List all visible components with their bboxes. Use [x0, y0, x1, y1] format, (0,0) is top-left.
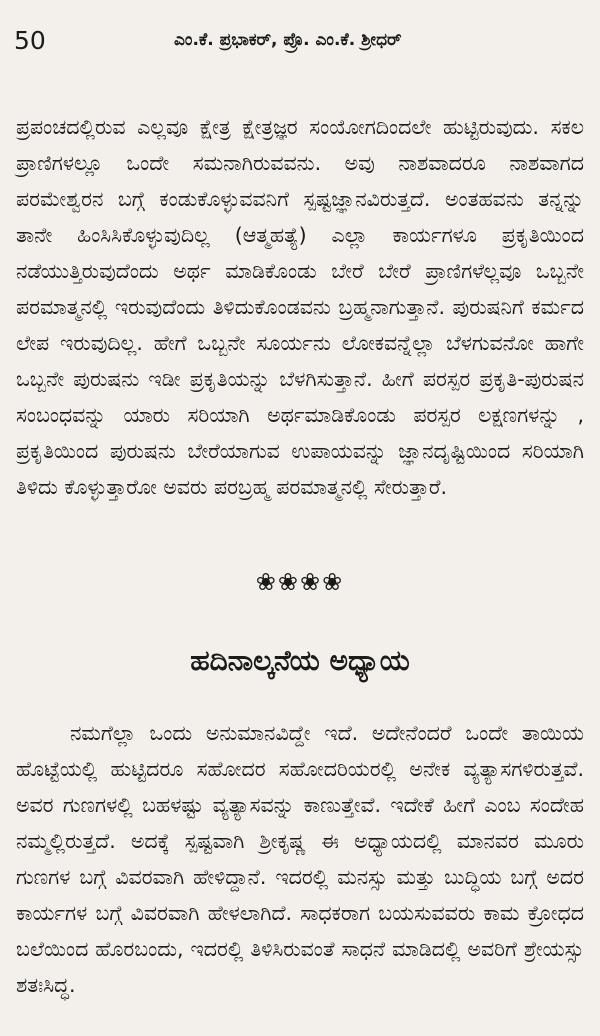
- chapter-title: ಹದಿನಾಲ್ಕನೆಯ ಅಧ್ಯಾಯ: [190, 644, 410, 677]
- body-paragraph: ನಮಗೆಲ್ಲಾ ಒಂದು ಅನುಮಾನವಿದ್ದೇ ಇದೆ. ಅದೇನೆಂದರೆ ಒಂದೇ ತಾಯಿಯ ಹೊಟ್ಟೆಯಲ್ಲಿ ಹುಟ್ಟಿದರೂ ಸಹೋದರ ಸಹೋದರಿಯರಲ್ಲಿ ಅನೇಕ ವ್ಯತ್ಯಾಸಗಳಿರುತ್ತವೆ. ಅವರ ಗುಣಗಳಲ್ಲಿ ಬಹಳಷ್ಟು ವ್ಯತ್ಯಾಸವನ್ನು ಕಾಣುತ್ತೇವೆ. ಇದೇಕೆ ಹೀಗೆ ಎಂಬ ಸಂದೇಹ ನಮ್ಮಲ್ಲಿರುತ್ತದೆ. ಅದಕ್ಕೆ ಸ್ಪಷ್ಟವಾಗಿ ಶ್ರೀಕೃಷ್ಣ ಈ ಅಧ್ಯಾಯದಲ್ಲಿ ಮಾನವರ ಮೂರು ಗುಣಗಳ ಬಗ್ಗೆ ವಿವರವಾಗಿ ಹೇಳಿದ್ದಾನೆ. ಇದರಲ್ಲಿ ಮನಸ್ಸು ಮತ್ತು ಬುದ್ಧಿಯ ಬಗ್ಗೆ ಅದರ ಕಾರ್ಯಗಳ ಬಗ್ಗೆ ವಿವರವಾಗಿ ಹೇಳಲಾಗಿದೆ. ಸಾಧಕರಾಗ ಬಯಸುವವರು ಕಾಮ ಕ್ರೋಧದ ಬಲೆಯಿಂದ ಹೊರಬಂದು, ಇದರಲ್ಲಿ ತಿಳಿಸಿರುವಂತೆ ಸಾಧನೆ ಮಾಡಿದಲ್ಲಿ ಅವರಿಗೆ ಶ್ರೇಯಸ್ಸು ಶತಃಸಿದ್ಧ.: [16, 720, 584, 997]
- page-number: 50: [14, 26, 46, 55]
- running-head: ಎಂ.ಕೆ. ಪ್ರಭಾಕರ್, ಪ್ರೊ. ಎಂ.ಕೆ. ಶ್ರೀಧರ್: [174, 30, 402, 50]
- body-paragraph: ಪ್ರಪಂಚದಲ್ಲಿರುವ ಎಲ್ಲವೂ ಕ್ಷೇತ್ರ ಕ್ಷೇತ್ರಜ್ಞರ ಸಂಯೋಗದಿಂದಲೇ ಹುಟ್ಟಿರುವುದು. ಸಕಲ ಪ್ರಾಣಿಗಳಲ್ಲೂ ಒಂದೇ ಸಮನಾಗಿರುವವನು. ಅವು ನಾಶವಾದರೂ ನಾಶವಾಗದ ಪರಮೇಶ್ವರನ ಬಗ್ಗೆ ಕಂಡುಕೊಳ್ಳುವವನಿಗೆ ಸ್ಪಷ್ಟಜ್ಞಾನವಿರುತ್ತದೆ. ಅಂತಹವನು ತನ್ನನ್ನು ತಾನೇ ಹಿಂಸಿಸಿಕೊಳ್ಳುವುದಿಲ್ಲ (ಆತ್ಮಹತ್ಯೆ) ಎಲ್ಲಾ ಕಾರ್ಯಗಳೂ ಪ್ರಕೃತಿಯಿಂದ ನಡೆಯುತ್ತಿರುವುದೆಂದು ಅರ್ಥ ಮಾಡಿಕೊಂಡು ಬೇರೆ ಬೇರೆ ಪ್ರಾಣಿಗಳೆಲ್ಲವೂ ಒಬ್ಬನೇ ಪರಮಾತ್ಮನಲ್ಲಿ ಇರುವುದೆಂದು ತಿಳಿದುಕೊಂಡವನು ಬ್ರಹ್ಮನಾಗುತ್ತಾನೆ. ಪುರುಷನಿಗೆ ಕರ್ಮದ ಲೇಪ ಇರುವುದಿಲ್ಲ. ಹೇಗೆ ಒಬ್ಬನೇ ಸೂರ್ಯನು ಲೋಕವನ್ನೆಲ್ಲಾ ಬೆಳಗುವನೋ ಹಾಗೇ ಒಬ್ಬನೇ ಪುರುಷನು ಇಡೀ ಪ್ರಕೃತಿಯನ್ನು ಬೆಳಗಿಸುತ್ತಾನೆ. ಹೀಗೆ ಪರಸ್ಪರ ಪ್ರಕೃತಿ-ಪುರುಷನ ಸಂಬಂಧವನ್ನು ಯಾರು ಸರಿಯಾಗಿ ಅರ್ಥಮಾಡಿಕೊಂಡು ಪರಸ್ಪರ ಲಕ್ಷಣಗಳನ್ನು , ಪ್ರಕೃತಿಯಿಂದ ಪುರುಷನು ಬೇರೆಯಾಗುವ ಉಪಾಯವನ್ನು ಜ್ಞಾನದೃಷ್ಟಿಯಿಂದ ಸರಿಯಾಗಿ ತಿಳಿದು ಕೊಳ್ಳುತ್ತಾರೋ ಅವರು ಪರಬ್ರಹ್ಮ ಪರಮಾತ್ಮನಲ್ಲಿ ಸೇರುತ್ತಾರೆ.: [16, 114, 584, 499]
- page-header: [14, 22, 586, 56]
- section-ornament: ❀❀❀❀: [255, 568, 345, 596]
